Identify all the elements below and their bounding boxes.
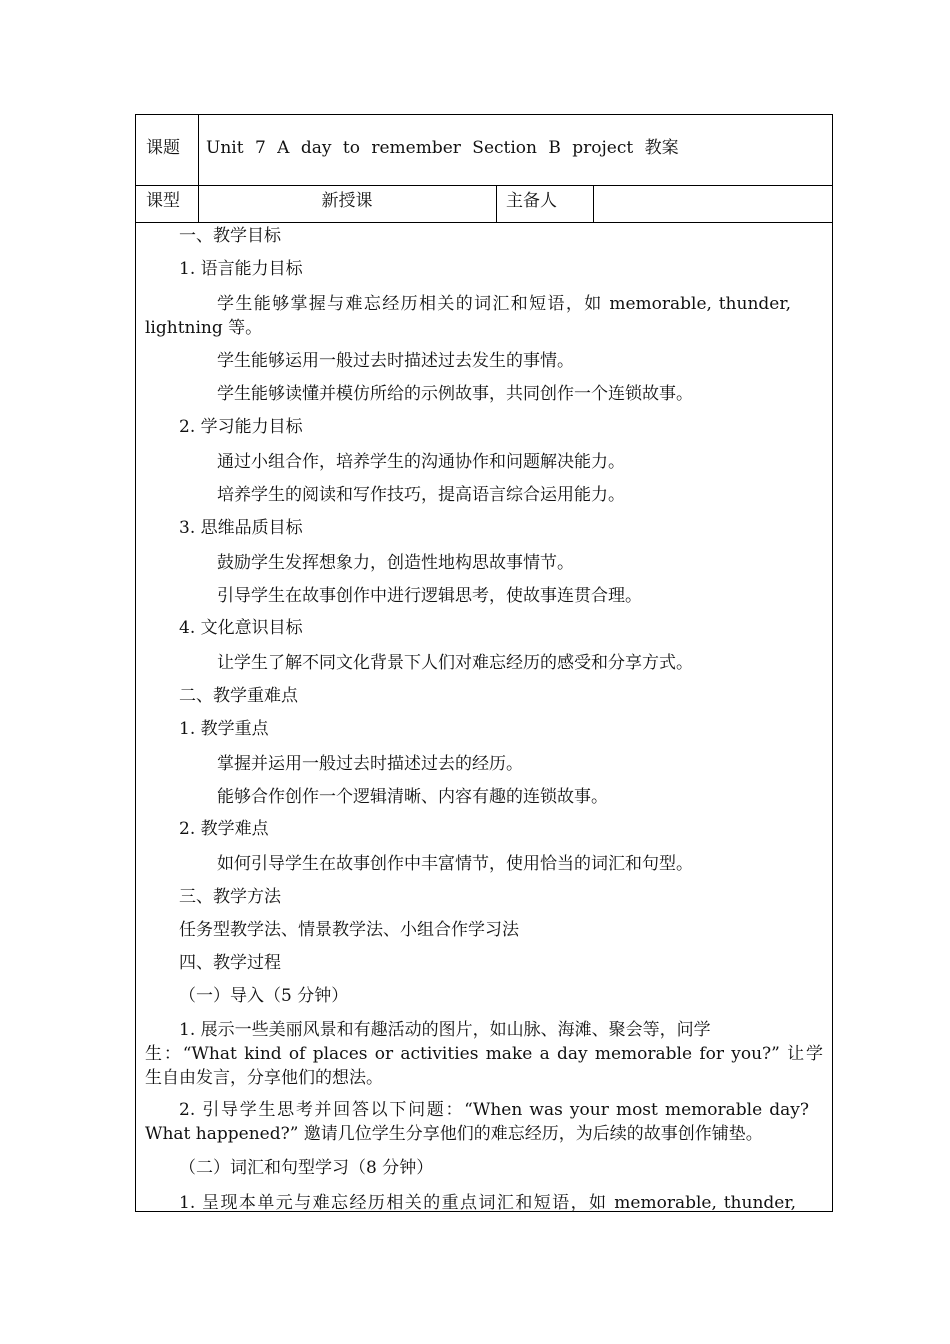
type-value: 新授课 xyxy=(321,191,373,211)
column-divider xyxy=(593,185,594,222)
section-heading: 四、教学过程 xyxy=(179,953,281,973)
column-divider xyxy=(496,185,497,222)
paragraph: 学生能够运用一般过去时描述过去发生的事情。 xyxy=(217,351,574,371)
subsection-heading: 1. 语言能力目标 xyxy=(179,259,303,279)
paragraph-line: lightning 等。 xyxy=(145,318,263,338)
section-heading: 三、教学方法 xyxy=(179,887,281,907)
subsection-heading: 2. 学习能力目标 xyxy=(179,417,303,437)
subsection-heading: （一）导入（5 分钟） xyxy=(179,986,349,1006)
paragraph-line: 学生能够掌握与难忘经历相关的词汇和短语，如 memorable, thunder, xyxy=(217,294,791,314)
subsection-heading: 1. 教学重点 xyxy=(179,719,269,739)
preparer-label: 主备人 xyxy=(506,191,557,211)
lesson-plan-table xyxy=(135,114,833,1212)
paragraph: 培养学生的阅读和写作技巧，提高语言综合运用能力。 xyxy=(217,485,625,505)
subsection-heading: 4. 文化意识目标 xyxy=(179,618,303,638)
paragraph: 通过小组合作，培养学生的沟通协作和问题解决能力。 xyxy=(217,452,625,472)
subsection-heading: 2. 教学难点 xyxy=(179,819,269,839)
subsection-heading: 3. 思维品质目标 xyxy=(179,518,303,538)
subsection-heading: （二）词汇和句型学习（8 分钟） xyxy=(179,1158,434,1178)
paragraph: 引导学生在故事创作中进行逻辑思考，使故事连贯合理。 xyxy=(217,586,642,606)
paragraph: 能够合作创作一个逻辑清晰、内容有趣的连锁故事。 xyxy=(217,787,608,807)
paragraph: 如何引导学生在故事创作中丰富情节，使用恰当的词汇和句型。 xyxy=(217,854,693,874)
row-divider xyxy=(136,222,832,223)
paragraph-line: 1. 呈现本单元与难忘经历相关的重点词汇和短语，如 memorable, thunder, xyxy=(179,1193,796,1213)
paragraph-line: 1. 展示一些美丽风景和有趣活动的图片，如山脉、海滩、聚会等，问学 xyxy=(179,1020,711,1040)
paragraph-line: 2. 引导学生思考并回答以下问题：“When was your most memorable day? xyxy=(179,1100,809,1120)
paragraph: 掌握并运用一般过去时描述过去的经历。 xyxy=(217,754,523,774)
paragraph: 学生能够读懂并模仿所给的示例故事，共同创作一个连锁故事。 xyxy=(217,384,693,404)
paragraph-line: 生：“What kind of places or activities make a day memorable for you?” 让学 xyxy=(145,1044,823,1064)
paragraph: 鼓励学生发挥想象力，创造性地构思故事情节。 xyxy=(217,553,574,573)
row-divider xyxy=(136,185,832,186)
paragraph-line: 生自由发言，分享他们的想法。 xyxy=(145,1068,383,1088)
type-label: 课型 xyxy=(146,191,180,211)
topic-label: 课题 xyxy=(146,138,180,158)
paragraph: 让学生了解不同文化背景下人们对难忘经历的感受和分享方式。 xyxy=(217,653,693,673)
paragraph-line: What happened?” 邀请几位学生分享他们的难忘经历，为后续的故事创作铺垫。 xyxy=(145,1124,763,1144)
paragraph: 任务型教学法、情景教学法、小组合作学习法 xyxy=(179,920,519,940)
section-heading: 一、教学目标 xyxy=(179,226,281,246)
section-heading: 二、教学重难点 xyxy=(179,686,298,706)
topic-value: Unit 7 A day to remember Section B project 教案 xyxy=(206,138,679,158)
